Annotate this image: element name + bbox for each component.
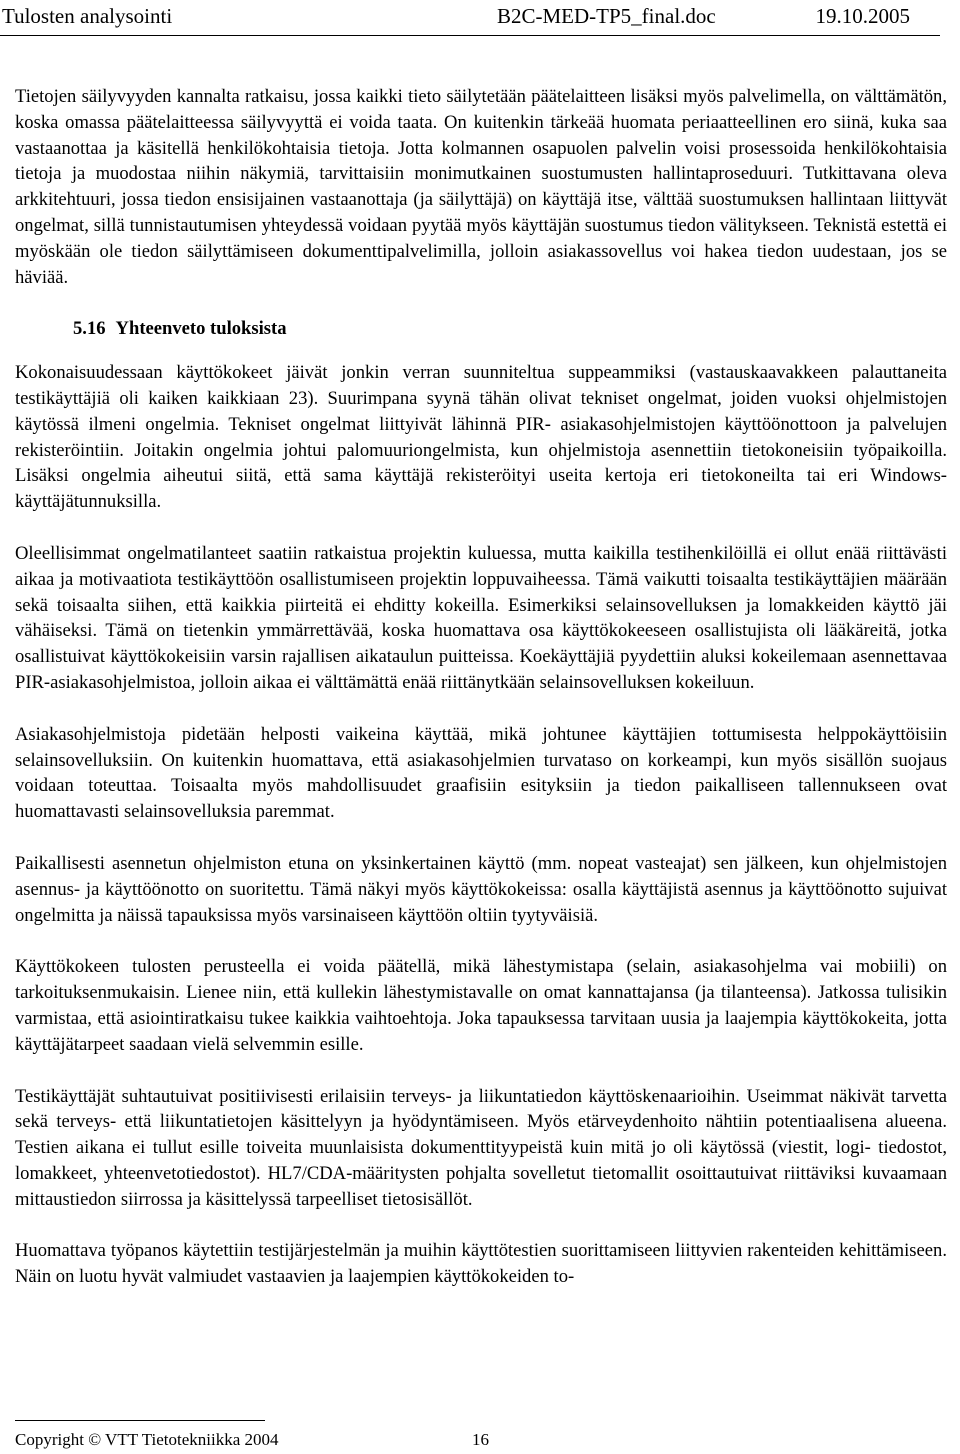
- section-heading: [73, 316, 947, 342]
- page-content: [15, 84, 947, 1316]
- footer-divider: [15, 1420, 265, 1421]
- page-header: [0, 0, 960, 38]
- paragraph: Tietojen säilyvyyden kannalta ratkaisu, jossa kaikki tieto säilytetään päätelaitteen lisäksi myös palvelimella, on välttämätön, koska omassa päätelaitteessa säilyvyyttä ei voida taata. On kuitenkin tärkeää huomata periaatteellinen ero siinä, kuka saa vastaanottaa ja käsitellä henkilökohtaisia tietoja. Jotta kolmannen osapuolen palvelin voisi prosessoida henkilökohtaisia tietoja ja muodostaa niihin näkymiä, tarvittaisiin monimutkainen suostumusten hallintaproseduuri. Tutkittavana oleva arkkitehtuuri, jossa tiedon ensisijainen vastaanottaja (ja säilyttäjä) on käyttäjä itse, välttää suostumuksen hallintaan liittyvät ongelmat, sillä tunnistautumisen yhteydessä voidaan pyytää myös käyttäjän suostumus tiedon välitykseen. Teknistä estettä ei myöskään ole tiedon säilyttämiseen dokumenttipalvelimilla, jolloin asiakassovellus voi hakea tiedon uudestaan, jos se häviää.: [15, 86, 947, 288]
- paragraph: Paikallisesti asennetun ohjelmiston etuna on yksinkertainen käyttö (mm. nopeat vasteajat) sen jälkeen, kun ohjelmistojen asennus- ja käyttöönotto on suoritettu. Tämä näkyi myös käyttökokeissa: osalla käyttäjistä asennus ja käyttöönotto sujuivat ongelmitta ja näissä tapauksissa myös varsinaiseen käyttöön oltiin tyytyväisiä.: [15, 852, 947, 926]
- section-title: Yhteenveto tuloksista: [115, 318, 287, 340]
- header-title: Tulosten analysointi: [2, 4, 173, 28]
- section-number: 5.16: [73, 318, 106, 340]
- footer-copyright: Copyright © VTT Tietotekniikka 2004: [15, 1430, 279, 1449]
- paragraph: Oleellisimmat ongelmatilanteet saatiin ratkaistua projektin kuluessa, mutta kaikilla testihenkilöillä ei ollut enää riittävästi aikaa ja motivaatiota testikäyttöön osallistumiseen projektin loppuvaiheessa. Tämä vaikutti toisaalta testikäyttäjien määrään sekä toisaalta siihen, että kaikkia piirteitä ei ehditty kokeilla. Esimerkiksi selainsovelluksen ja lomakkeiden käyttö jäi vähäiseksi. Tämä on tietenkin ymmärrettävää, koska huomattava osa käyttökokeeseen osallistujista oli lääkäreitä, jotka osallistuivat käyttökokeisiin varsin rajallisen aikataulun puitteissa. Koekäyttäjiä pyydettiin aluksi kokeilemaan asennettavaa PIR-asiakasohjelmistoa, jolloin aikaa ei välttämättä enää riittänytkään selainsovelluksen kokeiluun.: [15, 542, 947, 693]
- paragraph: Huomattava työpanos käytettiin testijärjestelmän ja muihin käyttötestien suorittamiseen liittyvien rakenteiden kehittämiseen. Näin on luotu hyvät valmiudet vastaavien ja laajempien käyttökokeiden to-: [15, 1240, 947, 1288]
- header-date: 19.10.2005: [815, 4, 910, 28]
- paragraph: Testikäyttäjät suhtautuivat positiivisesti erilaisiin terveys- ja liikuntatiedon käyttöskenaarioihin. Useimmat näkivät tarvetta sekä terveys- että liikuntatietojen käsittelyyn ja hyödyntämiseen. Myös etärveydenhoito nähtiin potentiaalisena alueena. Testien aikana ei tullut esille toiveita muunlaisista dokumenttityypeistä kuin mitä jo oli käytössä (viestit, logi- tiedostot, lomakkeet, yhteenvetotiedostot). HL7/CDA-määritysten pohjalta sovelletut tietomallit osoittautuivat riittäviksi kuvaamaan mittaustiedon siirrossa ja käsittelyssä tarpeelliset tietosisällöt.: [15, 1085, 947, 1210]
- paragraph: Asiakasohjelmistoja pidetään helposti vaikeina käyttää, mikä johtunee käyttäjien tottumisesta helppokäyttöisiin selainsovelluksiin. On kuitenkin huomattava, että asiakasohjelmien turvataso on korkeampi, kun myös sisällön suojaus voidaan toteuttaa. Toisaalta myös mahdollisuudet graafisiin esityksiin ja tiedon paikalliseen tallennukseen ovat huomattavasti selainsovelluksia paremmat.: [15, 723, 947, 823]
- paragraph: Kokonaisuudessaan käyttökokeet jäivät jonkin verran suunniteltua suppeammiksi (vastauskaavakkeen palauttaneita testikäyttäjiä oli kaiken kaikkiaan 23). Suurimpana syynä tähän olivat tekniset ongelmat, joiden vuoksi ohjelmistojen käytössä ilmeni ongelmia. Tekniset ongelmat liittyivät lähinnä PIR- asiakasohjelmistojen käyttöönottoon ja palvelujen rekisteröintiin. Joitakin ongelmia johtui palomuuriongelmista, kun ohjelmistoja asennettiin tietokoneisiin työpaikoilla. Lisäksi ongelmia aiheutui siitä, että sama käyttäjä rekisteröityi useita kertoja eri tietokoneilta tai eri Windows-käyttäjätunnuksilla.: [15, 362, 947, 513]
- header-divider: [0, 35, 940, 36]
- header-filename: B2C-MED-TP5_final.doc: [497, 4, 716, 28]
- paragraph: Käyttökokeen tulosten perusteella ei voida päätellä, mikä lähestymistapa (selain, asiakasohjelma vai mobiili) on tarkoituksenmukaisin. Lienee niin, että kullekin lähestymistavalle on omat kannattajansa (ja tilanteensa). Jatkossa tulisikin varmistaa, että asiointiratkaisu tukee kaikkia vaihtoehtoja. Joka tapauksessa tarvitaan uusia ja laajempia käyttökokeita, jotta käyttäjätarpeet saadaan vielä selvemmin esille.: [15, 956, 947, 1055]
- page-number: 16: [472, 1430, 489, 1449]
